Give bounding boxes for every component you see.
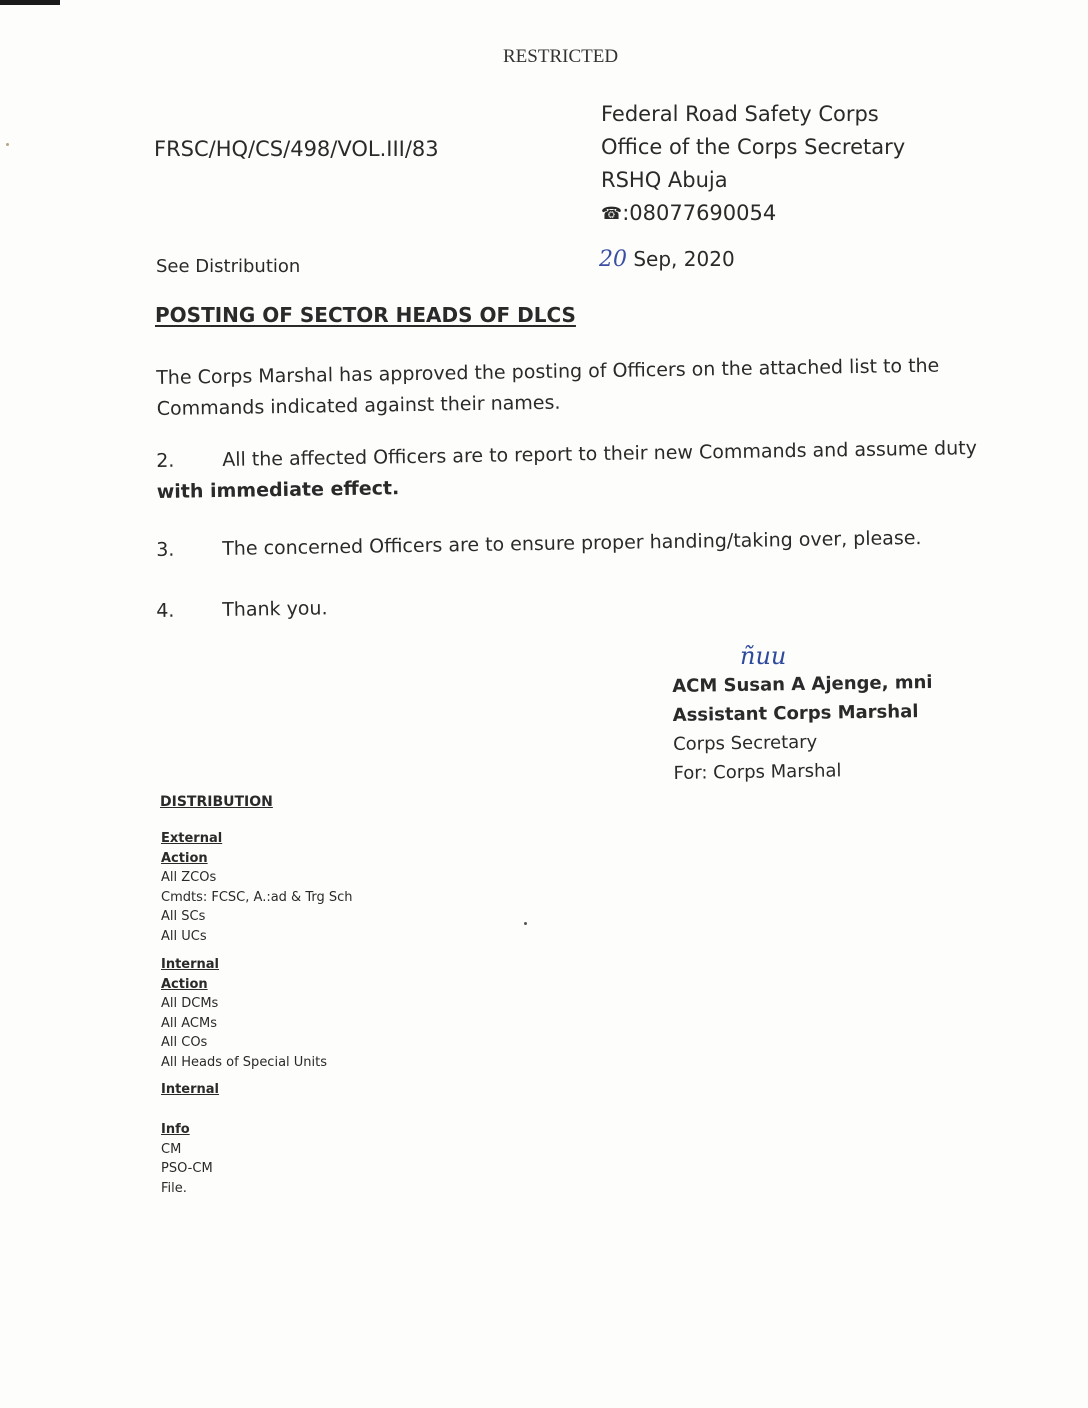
paragraph-3-text: The concerned Officers are to ensure proper handing/taking over, please. — [222, 526, 922, 560]
scan-speck — [6, 143, 9, 146]
paragraph-2 — [156, 433, 997, 508]
scan-speck — [524, 922, 527, 925]
signatory-for: For: Corps Marshal — [673, 760, 842, 784]
address-line-2: Office of the Corps Secretary — [601, 135, 906, 159]
scan-edge-mark — [0, 0, 60, 5]
signature-block — [672, 668, 934, 788]
paragraph-3-number: 3. — [156, 538, 175, 561]
list-item: All UCs — [161, 928, 207, 944]
dist-heading-internal: Internal — [161, 957, 220, 972]
classification-header: RESTRICTED — [503, 46, 619, 67]
list-item: CM — [161, 1141, 182, 1157]
signatory-title: Corps Secretary — [672, 731, 818, 755]
signatory-name: ACM Susan A Ajenge, mni — [672, 671, 933, 697]
dist-heading-external: External — [161, 831, 223, 846]
list-item: All DCMs — [161, 996, 219, 1011]
paragraph-2-text: All the affected Officers are to report to their new Commands and assume duty — [222, 437, 978, 471]
telephone-icon: ☎ — [601, 204, 623, 224]
distribution-heading: DISTRIBUTION — [160, 794, 273, 810]
distribution-info — [161, 1120, 213, 1198]
letter-date — [599, 247, 735, 272]
addressee: See Distribution — [156, 256, 301, 277]
list-item: PSO-CM — [161, 1161, 213, 1176]
list-item: All COs — [161, 1035, 208, 1050]
address-line-3: RSHQ Abuja — [601, 168, 728, 192]
paragraph-4-number: 4. — [156, 599, 175, 622]
dist-heading-action: Action — [161, 976, 208, 992]
list-item: Cmdts: FCSC, A.:ad & Trg Sch — [161, 889, 353, 905]
distribution-internal-action — [161, 955, 327, 1072]
subject-heading: POSTING OF SECTOR HEADS OF DLCS — [155, 303, 576, 327]
list-item: All ZCOs — [161, 870, 217, 885]
paragraph-3 — [156, 523, 922, 566]
reference-number: FRSC/HQ/CS/498/VOL.III/83 — [154, 137, 439, 161]
distribution-internal — [161, 1080, 219, 1100]
dist-heading-action: Action — [161, 850, 208, 866]
sender-address — [601, 98, 905, 231]
paragraph-1 — [156, 350, 997, 425]
date-day-handwritten: 20 — [599, 247, 627, 272]
phone-number: :08077690054 — [622, 201, 777, 225]
paragraph-1-text: The Corps Marshal has approved the posting of Officers on the attached list to the Commands indicated against their names. — [156, 354, 940, 420]
paragraph-2-emphasis: with immediate effect. — [156, 477, 400, 503]
dist-heading-info: Info — [161, 1122, 190, 1137]
list-item: All ACMs — [161, 1015, 217, 1031]
paragraph-2-number: 2. — [156, 449, 175, 472]
paragraph-4-text: Thank you. — [222, 597, 328, 621]
paragraph-4 — [156, 593, 328, 627]
distribution-external-action — [161, 829, 353, 946]
dist-heading-internal: Internal — [161, 1082, 220, 1097]
signatory-rank: Assistant Corps Marshal — [672, 701, 919, 726]
handwritten-signature: ñuu — [740, 642, 787, 670]
list-item: All Heads of Special Units — [161, 1054, 328, 1070]
address-phone — [601, 197, 905, 231]
date-month-year: Sep, 2020 — [627, 247, 735, 271]
address-line-1: Federal Road Safety Corps — [601, 102, 879, 126]
list-item: All SCs — [161, 909, 206, 924]
list-item: File. — [161, 1180, 187, 1196]
